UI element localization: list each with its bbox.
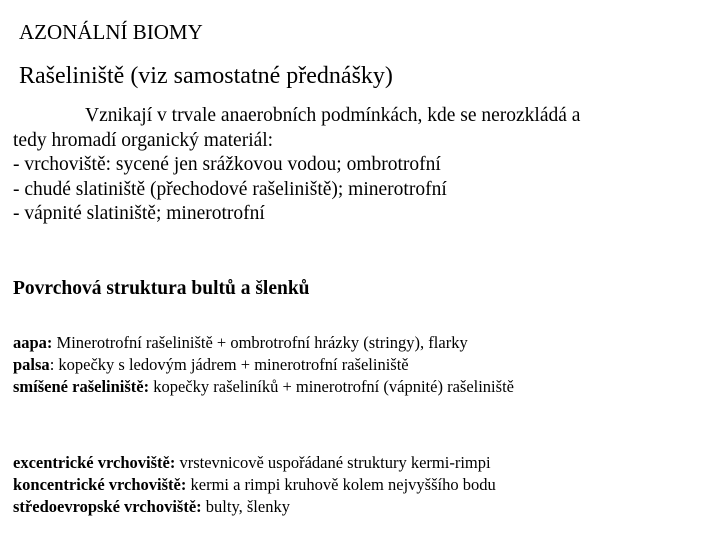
slide-heading: Rašeliniště (viz samostatné přednášky): [19, 63, 393, 89]
description: kermi a rimpi kruhově kolem nejvyššího bodu: [186, 475, 496, 494]
list-item: [13, 496, 496, 518]
intro-line: - vrchoviště: sycené jen srážkovou vodou; ombrotrofní: [13, 154, 441, 175]
description: vrstevnicově uspořádané struktury kermi-rimpi: [175, 453, 491, 472]
intro-line: Vznikají v trvale anaerobních podmínkách, kde se nerozkládá a: [85, 105, 581, 126]
term: aapa:: [13, 333, 53, 352]
list-item: [13, 452, 496, 474]
description: : kopečky s ledovým jádrem + minerotrofní rašeliniště: [49, 355, 409, 374]
description: kopečky rašeliníků + minerotrofní (vápnité) rašeliniště: [149, 377, 514, 396]
intro-paragraph: [13, 104, 698, 227]
term: smíšené rašeliniště:: [13, 377, 150, 396]
intro-line: tedy hromadí organický materiál:: [13, 129, 274, 151]
term: středoevropské vrchoviště:: [13, 497, 202, 516]
bog-type-list: [13, 452, 496, 518]
list-item: [13, 332, 514, 354]
structure-list: [13, 332, 514, 398]
intro-line: - vápnité slatiniště; minerotrofní: [13, 203, 265, 224]
list-item: [13, 474, 496, 496]
description: bulty, šlenky: [201, 497, 290, 516]
subheading: Povrchová struktura bultů a šlenků: [13, 278, 310, 299]
description: Minerotrofní rašeliniště + ombrotrofní hrázky (stringy), flarky: [52, 333, 468, 352]
list-item: [13, 354, 514, 376]
intro-line: - chudé slatiniště (přechodové rašeliniště); minerotrofní: [13, 178, 447, 200]
section-title: AZONÁLNÍ BIOMY: [19, 20, 203, 44]
list-item: [13, 376, 514, 398]
term: palsa: [13, 355, 50, 374]
term: excentrické vrchoviště:: [13, 453, 176, 472]
term: koncentrické vrchoviště:: [13, 475, 187, 494]
